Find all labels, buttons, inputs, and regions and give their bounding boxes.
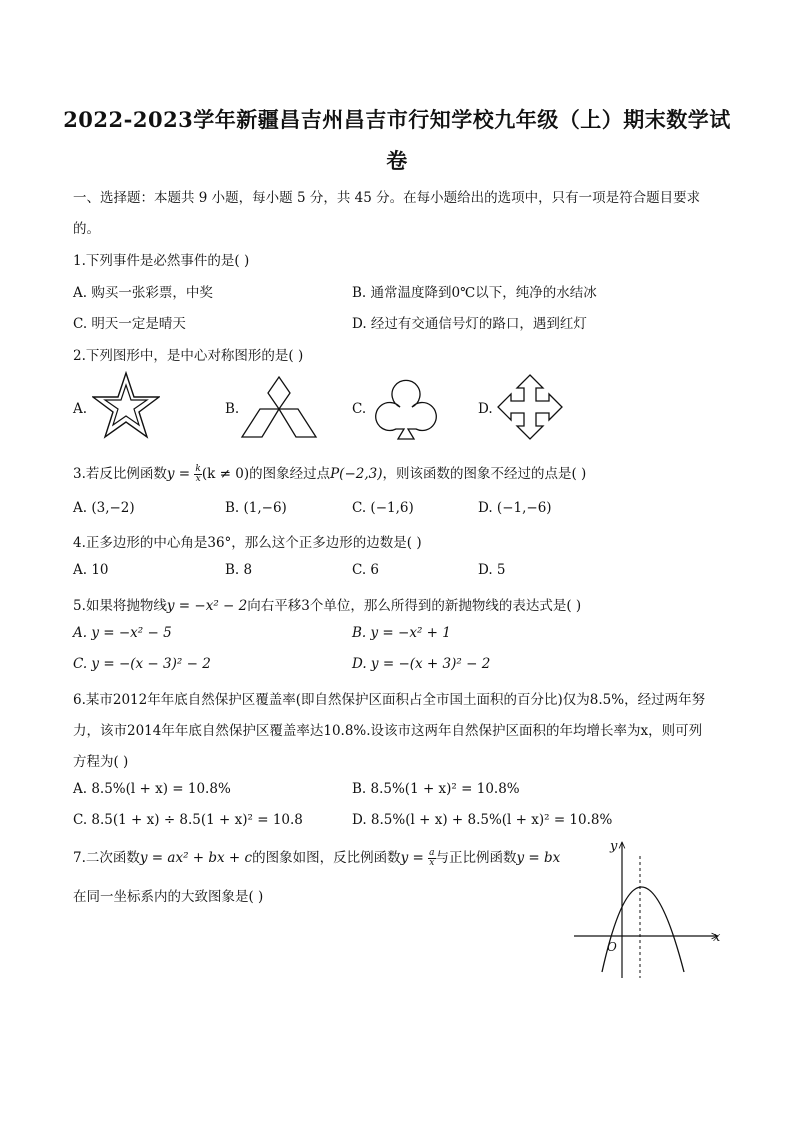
q7-stem-c: 与正比例函数 [435,850,517,866]
q3-fraction [194,465,201,484]
q5-stem [73,594,581,614]
q6-option-c: C. 8.5(1 + x) ÷ 8.5(1 + x)² = 10.8 [73,812,303,828]
q1-stem: 1.下列事件是必然事件的是( ) [73,253,250,269]
exam-title-line1: 2022-2023学年新疆昌吉州昌吉市行知学校九年级（上）期末数学试 [63,107,731,132]
section-heading-cont: 的。 [73,221,100,237]
q1-option-d: D. 经过有交通信号灯的路口，遇到红灯 [352,316,587,332]
q3-stem-a: 3.若反比例函数 [73,466,167,482]
q3-frac-num: k [195,464,201,474]
q1-option-b: B. 通常温度降到0℃以下，纯净的水结冰 [352,285,597,301]
q4-option-b: B. 8 [225,562,253,578]
q1-option-a: A. 购买一张彩票，中奖 [73,285,213,301]
q3-stem-c: ，则该函数的图象不经过的点是( ) [382,466,587,482]
parabola-graph [572,836,724,982]
q5-option-b: B. y = −x² + 1 [352,625,451,641]
q6-line2: 力，该市2014年年底自然保护区覆盖率达10.8%.设该市这两年自然保护区面积的年均增长率为x，则可列 [73,723,703,739]
q7-frac-den: x [429,858,435,868]
q4-option-a: A. 10 [73,562,109,578]
q5-option-d: D. y = −(x + 3)² − 2 [352,656,491,672]
q7-line2: 在同一坐标系内的大致图象是( ) [73,889,264,905]
q7-fraction [428,849,435,868]
q5-expr: y = −x² − 2 [166,598,248,614]
q3-point: P(−2,3) [330,466,383,482]
clover-figure [368,371,444,443]
q6-option-b: B. 8.5%(1 + x)² = 10.8% [352,781,520,797]
q2-option-d-label: D. [478,401,493,417]
q2-option-c-label: C. [352,401,367,417]
q7-y-eq: y = [400,850,424,866]
q4-stem: 4.正多边形的中心角是36°，那么这个正多边形的边数是( ) [73,535,422,551]
exam-title-line2: 卷 [386,148,408,173]
q4-option-c: C. 6 [352,562,380,578]
y-axis-label: y [610,839,618,854]
q6-line1: 6.某市2012年年底自然保护区覆盖率(即自然保护区面积占全市国土面积的百分比)仅为8.5%，经过两年努 [73,692,706,708]
q2-option-a-label: A. [73,401,88,417]
x-axis-label: x [713,930,721,945]
q7-frac-num: a [429,848,435,858]
q5-option-c: C. y = −(x − 3)² − 2 [73,656,211,672]
q3-option-a: A. (3,−2) [73,500,135,516]
q5-stem-b: 向右平移3个单位，那么所得到的新抛物线的表达式是( ) [247,598,582,614]
q6-line3: 方程为( ) [73,754,129,770]
q3-option-c: C. (−1,6) [352,500,414,516]
q7-stem-b: 的图象如图，反比例函数 [252,850,401,866]
section-heading: 一、选择题：本题共 9 小题，每小题 5 分，共 45 分。在每小题给出的选项中，只有一项是符合题目要求 [73,190,701,206]
q7-expr1: y = ax² + bx + c [139,850,253,866]
q7-stem [73,846,560,868]
origin-label: O [607,940,617,954]
q5-stem-a: 5.如果将抛物线 [73,598,167,614]
q2-stem: 2.下列图形中，是中心对称图形的是( ) [73,348,304,364]
q6-option-a: A. 8.5%(l + x) = 10.8% [73,781,231,797]
q3-y-eq: y = [166,466,191,482]
parabola-curve [602,887,684,972]
q3-stem-b: (k ≠ 0)的图象经过点 [201,466,331,482]
q2-option-b-label: B. [225,401,240,417]
three-diamonds-figure [240,375,318,441]
q3-stem [73,462,586,484]
q3-option-b: B. (1,−6) [225,500,287,516]
q1-option-c: C. 明天一定是晴天 [73,316,186,332]
q3-option-d: D. (−1,−6) [478,500,552,516]
q3-frac-den: x [195,474,201,484]
star-figure [92,371,160,441]
four-arrows-figure [497,374,563,440]
q4-option-d: D. 5 [478,562,506,578]
q7-stem-a: 7.二次函数 [73,850,140,866]
q6-option-d: D. 8.5%(l + x) + 8.5%(l + x)² = 10.8% [352,812,613,828]
q5-option-a: A. y = −x² − 5 [73,625,172,641]
q7-expr2: y = bx [516,850,561,866]
